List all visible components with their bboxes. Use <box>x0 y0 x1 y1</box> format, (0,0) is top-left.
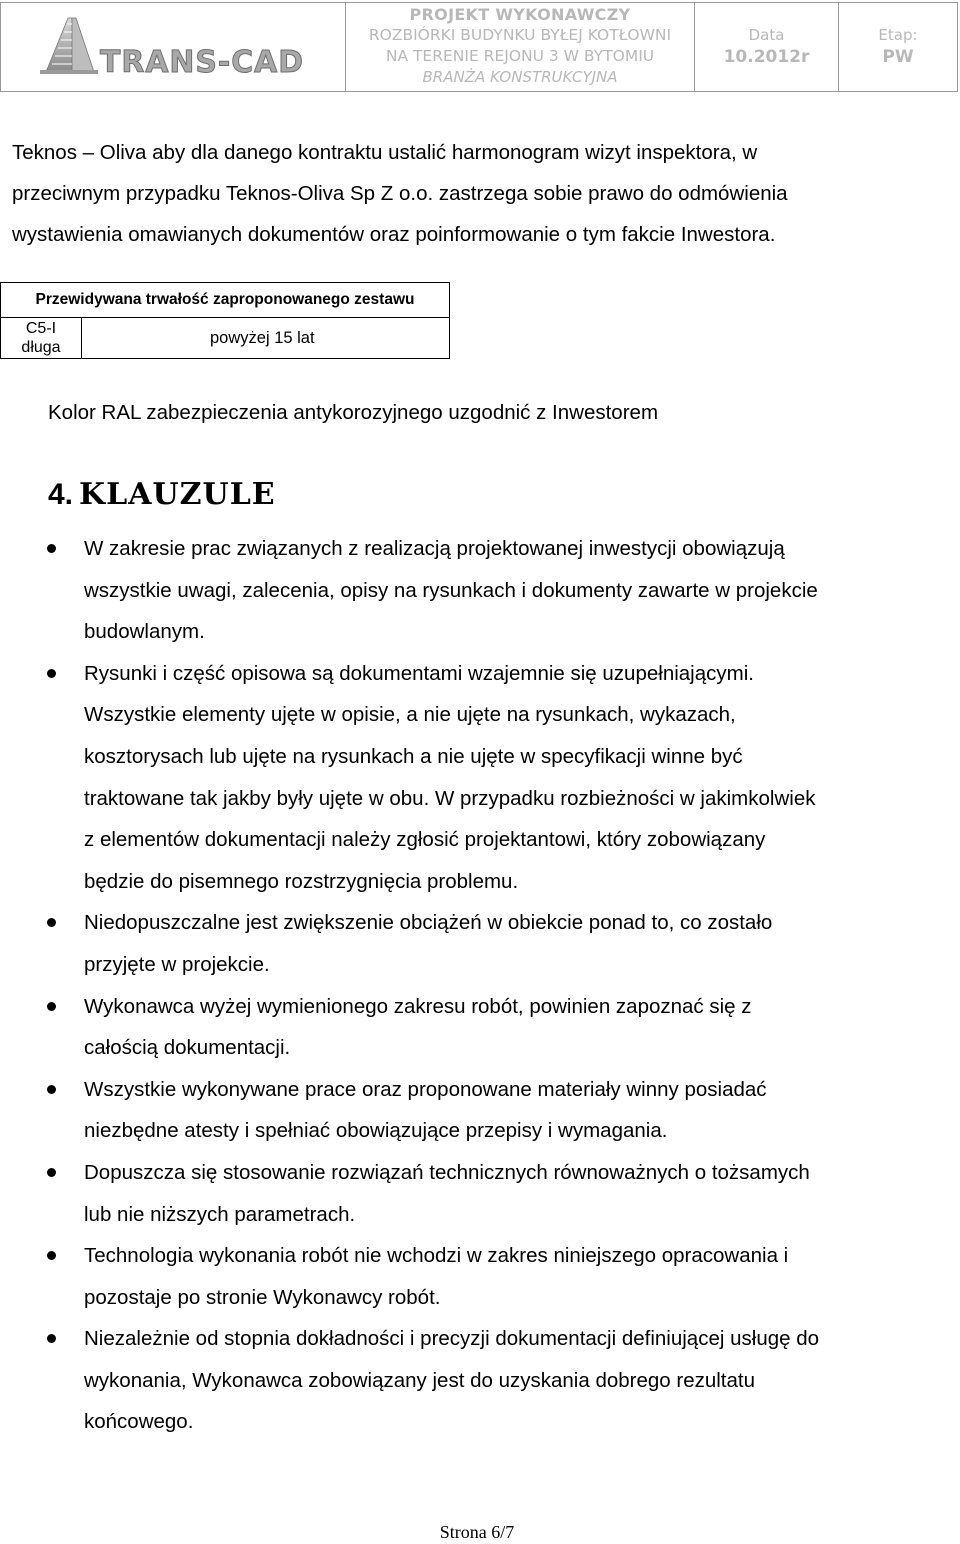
intro-line: przeciwnym przypadku Teknos-Oliva Sp Z o.o. zastrzega sobie prawo do odmówienia <box>12 182 788 205</box>
page-header <box>0 2 958 92</box>
clause-line: Wszystkie elementy ujęte w opisie, a nie ujęte na rysunkach, wykazach, <box>84 703 736 727</box>
list-item <box>0 528 960 653</box>
clause-line: pozostaje po stronie Wykonawcy robót. <box>84 1285 441 1309</box>
bullet-icon <box>47 669 56 678</box>
clause-line: Niedopuszczalne jest zwiększenie obciążeń w obiekcie ponad to, co zostało <box>84 911 773 935</box>
clause-line: będzie do pisemnego rozstrzygnięcia problemu. <box>84 869 519 893</box>
intro-line: wystawienia omawianych dokumentów oraz poinformowanie o tym fakcie Inwestora. <box>12 223 776 246</box>
clause-line: Niezależnie od stopnia dokładności i precyzji dokumentacji definiującej usługę do <box>84 1327 820 1351</box>
type-line-2: długa <box>21 339 61 356</box>
table-type-cell <box>1 318 82 359</box>
list-item <box>0 902 960 985</box>
page-number: Strona 6/7 <box>439 1522 515 1542</box>
clause-line: Rysunki i część opisowa są dokumentami wzajemnie się uzupełniającymi. <box>84 661 754 685</box>
date-value: 10.2012r <box>723 47 810 67</box>
clause-line: kosztorysach lub ujęte na rysunkach a nie ujęte w specyfikacji winne być <box>84 744 743 768</box>
section-heading <box>48 475 276 515</box>
project-info <box>346 3 695 91</box>
clause-line: wszystkie uwagi, zalecenia, opisy na rysunkach i dokumenty zawarte w projekcie <box>84 578 818 602</box>
clause-line: z elementów dokumentacji należy zgłosić projektantowi, który zobowiązany <box>84 828 766 852</box>
clause-line: lub nie niższych parametrach. <box>84 1202 356 1226</box>
clause-line: Wykonawca wyżej wymienionego zakresu robót, powinien zapoznać się z <box>84 994 752 1018</box>
clause-line: wykonania, Wykonawca zobowiązany jest do uzyskania dobrego rezultatu <box>84 1368 755 1392</box>
stage-value: PW <box>882 47 914 67</box>
clause-line: Wszystkie wykonywane prace oraz proponowane materiały winny posiadać <box>84 1077 767 1101</box>
clause-line: Technologia wykonania robót nie wchodzi w zakres niniejszego opracowania i <box>84 1244 789 1268</box>
clauses-list <box>0 528 960 1443</box>
project-branch: BRANŻA KONSTRUKCYJNA <box>422 68 618 86</box>
list-item <box>0 1235 960 1318</box>
section-title: KLAUZULE <box>79 477 276 512</box>
bullet-icon <box>47 1002 56 1011</box>
list-item <box>0 1152 960 1235</box>
bullet-icon <box>47 544 56 553</box>
color-note: Kolor RAL zabezpieczenia antykorozyjnego uzgodnić z Inwestorem <box>48 401 659 424</box>
date-cell <box>695 3 839 91</box>
svg-text:TRANS-CAD: TRANS-CAD <box>100 45 304 80</box>
list-item <box>0 1069 960 1152</box>
clause-line: całością dokumentacji. <box>84 1036 291 1060</box>
project-title: PROJEKT WYKONAWCZY <box>409 5 631 24</box>
bullet-icon <box>47 1085 56 1094</box>
list-item <box>0 1318 960 1443</box>
table-value-cell: powyżej 15 lat <box>82 318 450 359</box>
clause-line: W zakresie prac związanych z realizacją projektowanej inwestycji obowiązują <box>84 537 785 560</box>
section-number: 4. <box>48 478 74 511</box>
bullet-icon <box>47 1334 56 1343</box>
bullet-icon <box>47 918 56 927</box>
bullet-icon <box>47 1251 56 1260</box>
table-row <box>1 318 450 359</box>
table-header-cell: Przewidywana trwałość zaproponowanego zestawu <box>1 283 450 318</box>
intro-paragraph <box>12 132 952 255</box>
page-footer <box>0 1520 960 1544</box>
clause-line: końcowego. <box>84 1410 194 1434</box>
clause-line: budowlanym. <box>84 620 205 644</box>
type-line-1: C5-I <box>25 320 57 337</box>
trans-cad-logo-icon <box>38 14 308 80</box>
clause-line: Dopuszcza się stosowanie rozwiązań technicznych równoważnych o tożsamych <box>84 1160 810 1184</box>
intro-line: Teknos – Oliva aby dla danego kontraktu ustalić harmonogram wizyt inspektora, w <box>12 141 758 164</box>
stage-cell <box>839 3 957 91</box>
clause-line: przyjęte w projekcie. <box>84 952 270 976</box>
company-logo <box>1 3 346 91</box>
list-item <box>0 986 960 1069</box>
table-header-row <box>1 283 450 318</box>
clause-line: niezbędne atesty i spełniać obowiązujące przepisy i wymagania. <box>84 1119 668 1143</box>
bullet-icon <box>47 1168 56 1177</box>
project-line-2: NA TERENIE REJONU 3 W BYTOMIU <box>385 47 655 65</box>
stage-label: Etap: <box>878 26 918 44</box>
project-line-1: ROZBIÓRKI BUDYNKU BYŁEJ KOTŁOWNI <box>368 26 672 44</box>
list-item <box>0 653 960 903</box>
durability-table <box>0 282 450 359</box>
date-label: Data <box>748 26 785 44</box>
clause-line: traktowane tak jakby były ujęte w obu. W przypadku rozbieżności w jakimkolwiek <box>84 786 816 810</box>
